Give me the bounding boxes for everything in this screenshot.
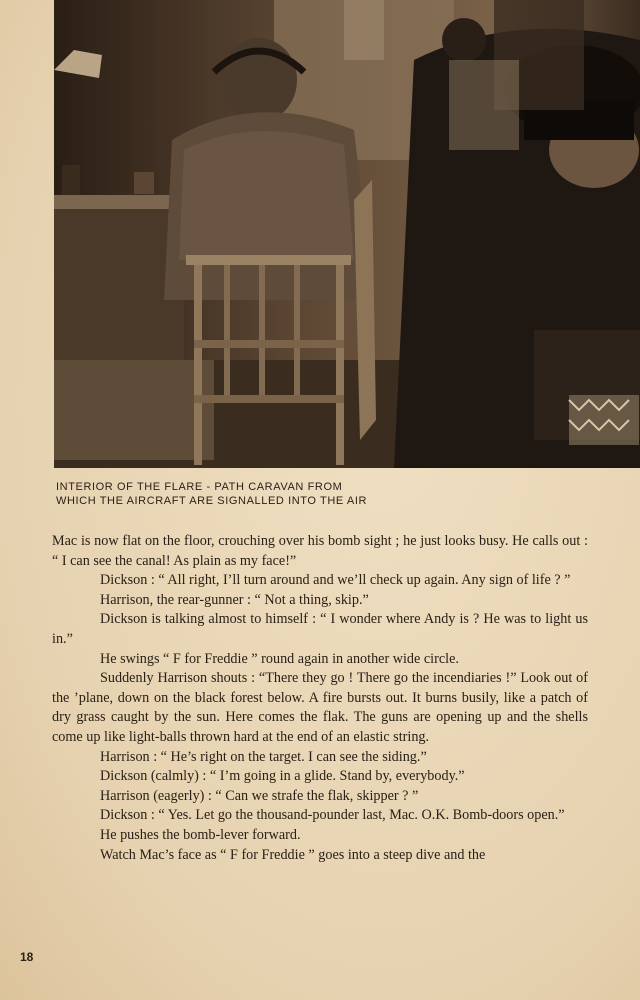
paragraph: Harrison : “ He’s right on the target. I can see the siding.” [100,748,427,765]
paragraph: Suddenly Harrison shouts : “There they go ! There go the incendiaries !” Look out of the ’plane, down on the black forest below. A fire bursts out. It burns busily, like a patch of dry grass caught by the sun. Here comes the flak. The guns are opening up and the shells come up like light-balls thrown hard at the end of an elastic string. [52,670,588,745]
photo-caption [56,480,476,508]
paragraph: Watch Mac’s face as “ F for Freddie ” goes into a steep dive and the [100,846,486,863]
paragraph: Dickson : “ Yes. Let go the thousand-pounder last, Mac. O.K. Bomb-doors open.” [100,807,565,824]
paragraph: Dickson : “ All right, I’ll turn around and we’ll check up again. Any sign of life ? ” [100,572,571,589]
paragraph: Mac is now flat on the floor, crouching over his bomb sight ; he just looks busy. He calls out : “ I can see the canal! As plain as my face!” [52,533,588,569]
paragraph: Dickson (calmly) : “ I’m going in a glide. Stand by, everybody.” [100,768,465,785]
paragraph: Dickson is talking almost to himself : “ I wonder where Andy is ? He was to light us in.” [52,611,588,647]
page-number: 18 [20,950,34,964]
caption-line: INTERIOR OF THE FLARE - PATH CARAVAN FROM [56,481,343,493]
paragraph: Harrison (eagerly) : “ Can we strafe the flak, skipper ? ” [100,787,419,804]
caption-line: WHICH THE AIRCRAFT ARE SIGNALLED INTO THE AIR [56,495,368,507]
body-text [52,532,588,865]
paragraph: He swings “ F for Freddie ” round again in another wide circle. [100,650,459,667]
paragraph: He pushes the bomb-lever forward. [100,826,301,843]
caravan-interior-photo [54,0,640,468]
paragraph: Harrison, the rear-gunner : “ Not a thing, skip.” [100,591,369,608]
